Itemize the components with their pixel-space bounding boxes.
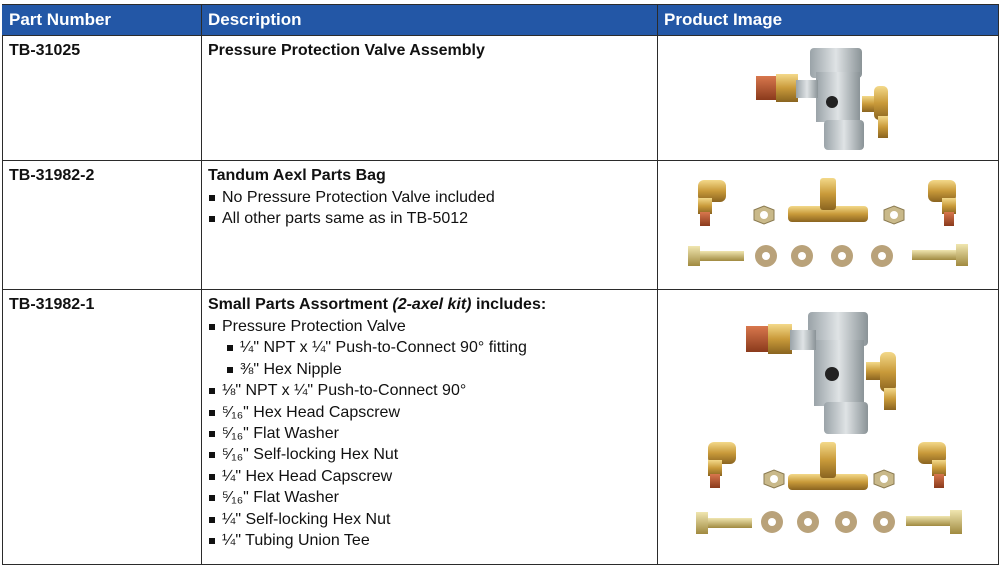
part-number-cell: TB-31982-1 <box>3 290 202 565</box>
parts-bag-photo <box>678 170 978 280</box>
description-cell <box>202 290 658 565</box>
col-header-part-number: Part Number <box>3 5 202 36</box>
description-title: Tandum Aexl Parts Bag <box>208 167 386 184</box>
parts-assortment-photo <box>678 302 978 552</box>
list-item: ⁵⁄₁₆" Hex Head Capscrew <box>208 402 651 423</box>
part-number-cell: TB-31025 <box>3 36 202 161</box>
list-item: ¼" Hex Head Capscrew <box>208 466 651 487</box>
bullet-list <box>208 316 651 551</box>
table-row <box>3 36 999 161</box>
table-row <box>3 161 999 290</box>
part-number-cell: TB-31982-2 <box>3 161 202 290</box>
list-item: ¼" Self-locking Hex Nut <box>208 509 651 530</box>
list-item: ⅛" NPT x ¼" Push-to-Connect 90° <box>208 380 651 401</box>
list-item: ⁵⁄₁₆" Flat Washer <box>208 487 651 508</box>
product-image-cell <box>658 36 999 161</box>
description-title <box>208 296 651 314</box>
bullet-list <box>208 187 651 230</box>
product-image-cell <box>658 161 999 290</box>
list-item: ¼" Tubing Union Tee <box>208 530 651 551</box>
list-item: No Pressure Protection Valve included <box>208 187 651 208</box>
description-title: Pressure Protection Valve Assembly <box>208 42 485 59</box>
product-image-cell <box>658 290 999 565</box>
description-title-italic: (2-axel kit) <box>392 296 472 313</box>
list-item: All other parts same as in TB-5012 <box>208 208 651 229</box>
list-item: ⁵⁄₁₆" Self-locking Hex Nut <box>208 444 651 465</box>
col-header-product-image: Product Image <box>658 5 999 36</box>
description-cell <box>202 161 658 290</box>
description-title-tail: includes: <box>471 296 547 313</box>
list-item: ⅜" Hex Nipple <box>208 359 651 380</box>
list-item: ⁵⁄₁₆" Flat Washer <box>208 423 651 444</box>
col-header-description: Description <box>202 5 658 36</box>
table-row <box>3 290 999 565</box>
list-item: ¼" NPT x ¼" Push-to-Connect 90° fitting <box>208 337 651 358</box>
table-header-row <box>3 5 999 36</box>
parts-table <box>2 4 999 565</box>
description-title-main: Small Parts Assortment <box>208 296 393 313</box>
pressure-valve-assembly-photo <box>738 42 918 154</box>
description-cell <box>202 36 658 161</box>
list-item: Pressure Protection Valve <box>208 316 651 337</box>
